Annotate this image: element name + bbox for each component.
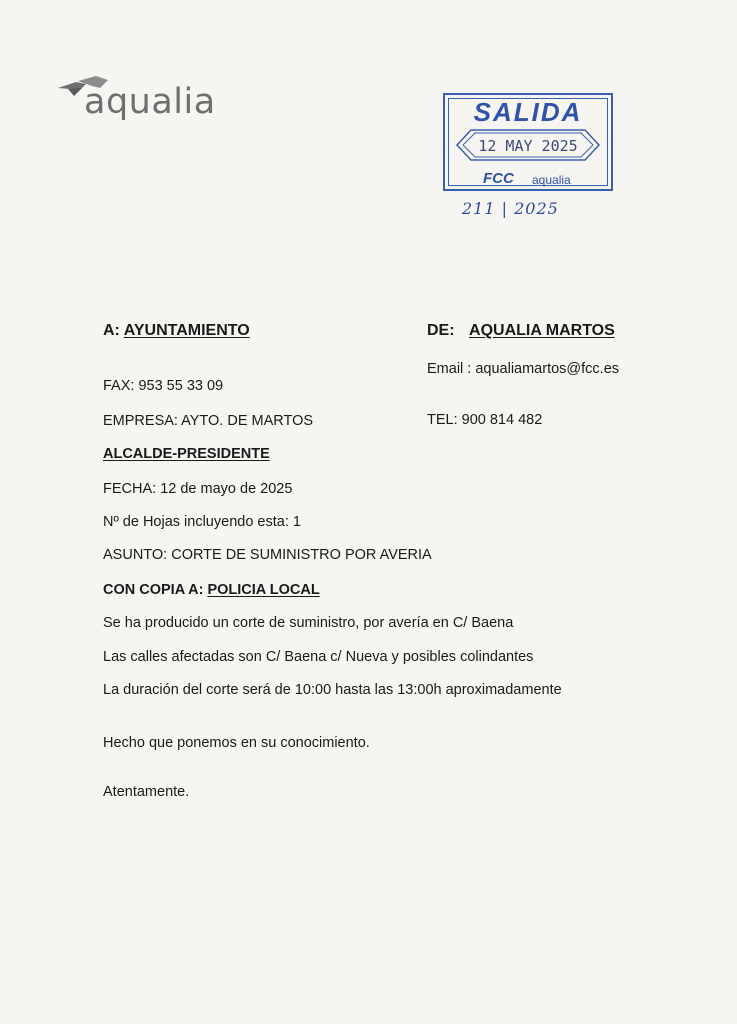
copia-label: CON COPIA A: [103,582,204,598]
tel-line: TEL: 900 814 482 [427,412,543,428]
logo-text: aqualia [84,82,216,122]
fax-line: FAX: 953 55 33 09 [103,378,224,394]
stamp-title: SALIDA [473,97,583,127]
from-value: AQUALIA MARTOS [469,322,615,339]
aqualia-logo [56,74,236,126]
body-paragraph-4: Hecho que ponemos en su conocimiento. [103,735,370,751]
to-label: A: [103,322,120,339]
email-line: Email : aqualiamartos@fcc.es [427,361,620,377]
copia-value: POLICIA LOCAL [207,582,320,598]
body-paragraph-3: La duración del corte será de 10:00 hasta las 13:00h aproximadamente [103,682,562,698]
stamp-date: 12 MAY 2025 [478,137,578,155]
fecha-line: FECHA: 12 de mayo de 2025 [103,481,293,497]
body-paragraph-1: Se ha producido un corte de suministro, por avería en C/ Baena [103,615,514,631]
asunto-line: ASUNTO: CORTE DE SUMINISTRO POR AVERIA [103,547,432,563]
stamp-brand: aqualia [532,173,571,187]
to-value: AYUNTAMIENTO [123,322,250,339]
stamp-fcc-logo: FCC [483,170,514,187]
empresa-line: EMPRESA: AYTO. DE MARTOS [103,413,314,429]
from-line [427,322,615,340]
closing-line: Atentamente. [103,784,190,800]
salida-stamp [443,93,613,191]
hojas-line: Nº de Hojas incluyendo esta: 1 [103,514,301,530]
handwritten-registry-number: 211 | 2025 [462,199,559,218]
body-paragraph-2: Las calles afectadas son C/ Baena c/ Nueva y posibles colindantes [103,649,534,665]
copia-line [103,581,320,599]
cargo-line: ALCALDE-PRESIDENTE [103,446,270,462]
to-line [103,322,250,340]
from-label: DE: [427,322,455,339]
